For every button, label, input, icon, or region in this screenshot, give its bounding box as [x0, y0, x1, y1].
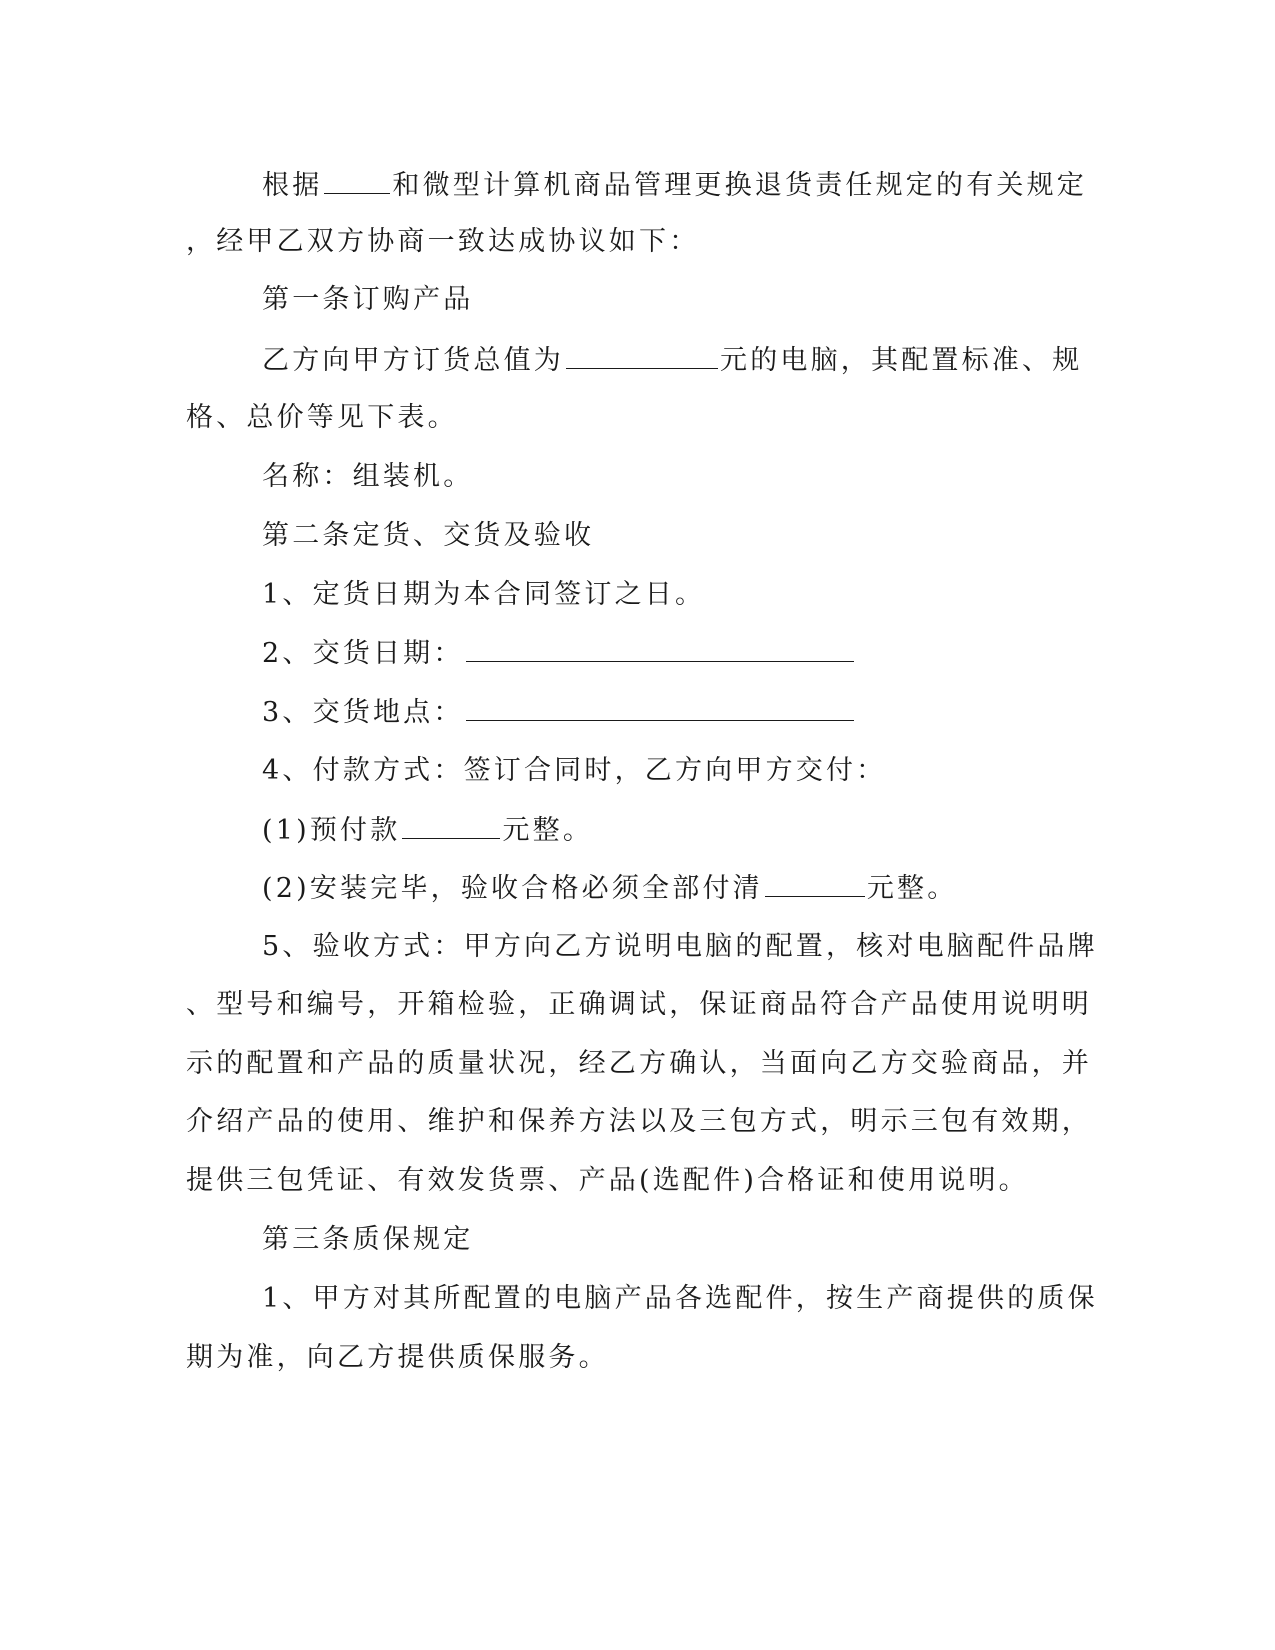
paragraph-line: 介绍产品的使用、维护和保养方法以及三包方式，明示三包有效期，	[186, 1106, 1092, 1137]
paragraph-line: 、型号和编号，开箱检验，正确调试，保证商品符合产品使用说明明	[186, 989, 1092, 1020]
fill-blank[interactable]	[324, 165, 390, 194]
paragraph-line	[262, 165, 1087, 205]
section-heading: 第一条订购产品	[262, 284, 474, 315]
paragraph-line: 5、验收方式：甲方向乙方说明电脑的配置，核对电脑配件品牌	[262, 931, 1098, 962]
paragraph-line: 1、甲方对其所配置的电脑产品各选配件，按生产商提供的质保	[262, 1283, 1098, 1314]
paragraph-line: 期为准，向乙方提供质保服务。	[186, 1342, 609, 1373]
line-text: 元的电脑，其配置标准、规	[720, 345, 1083, 376]
paragraph-line	[262, 868, 957, 908]
line-text: (2)安装完毕，验收合格必须全部付清	[262, 873, 763, 904]
fill-blank[interactable]	[402, 810, 500, 839]
paragraph-line	[262, 633, 856, 673]
paragraph-line: 格、总价等见下表。	[186, 402, 458, 433]
line-text: 2、交货日期：	[262, 638, 464, 669]
line-text: 元整。	[502, 815, 594, 846]
line-text: 3、交货地点：	[262, 697, 464, 728]
paragraph-line	[262, 340, 1082, 380]
paragraph-line: 4、付款方式：签订合同时，乙方向甲方交付：	[262, 755, 887, 786]
paragraph-line: 名称：组装机。	[262, 461, 474, 492]
line-text: (1)预付款	[262, 815, 401, 846]
line-text: 乙方向甲方订货总值为	[262, 345, 564, 376]
fill-blank[interactable]	[765, 868, 865, 897]
paragraph-line: 1、定货日期为本合同签订之日。	[262, 579, 706, 610]
section-heading: 第三条质保规定	[262, 1224, 474, 1255]
line-text: 和微型计算机商品管理更换退货责任规定的有关规定	[392, 170, 1088, 201]
line-text: 元整。	[866, 873, 958, 904]
paragraph-line: 示的配置和产品的质量状况，经乙方确认，当面向乙方交验商品，并	[186, 1048, 1092, 1079]
paragraph-line	[262, 692, 856, 732]
paragraph-line	[262, 810, 593, 850]
line-text: 根据	[262, 170, 323, 201]
paragraph-line: ，经甲乙双方协商一致达成协议如下：	[186, 226, 700, 257]
fill-blank[interactable]	[566, 340, 718, 369]
section-heading: 第二条定货、交货及验收	[262, 520, 595, 551]
paragraph-line: 提供三包凭证、有效发货票、产品(选配件)合格证和使用说明。	[186, 1165, 1029, 1196]
fill-blank[interactable]	[466, 633, 854, 662]
fill-blank[interactable]	[466, 692, 854, 721]
